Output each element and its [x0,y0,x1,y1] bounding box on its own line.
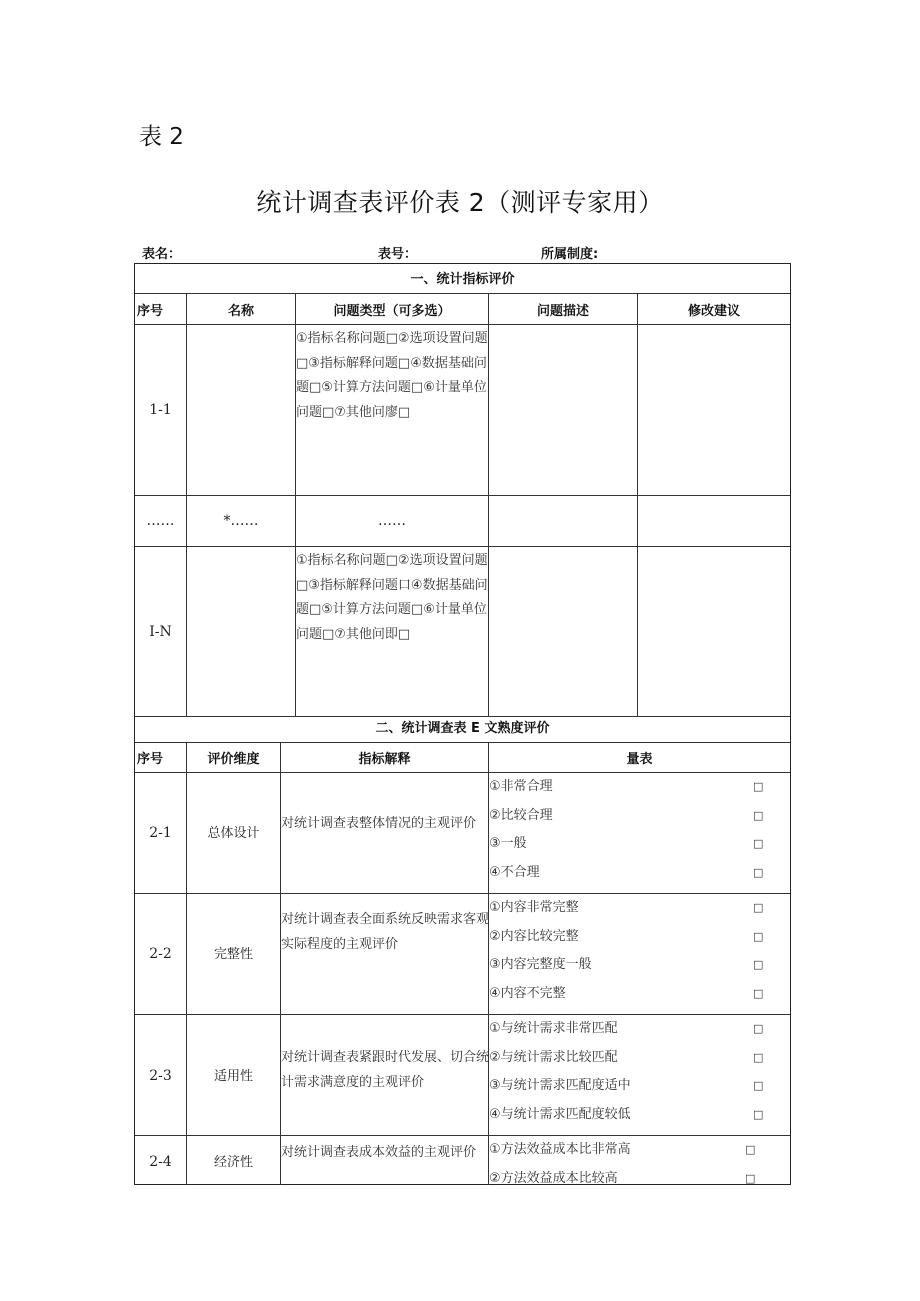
checkbox[interactable]: □ [753,986,764,1000]
scale-option[interactable] [489,923,789,952]
checkbox[interactable]: □ [753,958,764,971]
rating-scale [489,894,789,1014]
scale-option[interactable] [489,773,789,802]
section2-header-no: 序号 [137,752,164,767]
scale-option[interactable] [489,1072,789,1101]
scale-option[interactable] [489,1008,789,1014]
section1-title: 一、统计指标评价 [410,272,515,287]
page-label: 表 2 [139,124,184,150]
scale-option-label: ③一般 [489,836,527,851]
row-number: 2-2 [149,946,172,962]
scale-option[interactable] [489,1101,789,1130]
scale-option[interactable] [489,830,789,859]
evaluation-dimension: 总体设计 [207,826,260,841]
checkbox[interactable]: □ [753,1107,764,1121]
rating-scale [489,1136,789,1193]
section2-title: 二、统计调查表 E 文熟度评价 [375,721,550,736]
row-number: I-N [149,624,172,640]
section1-header-no: 序号 [137,304,164,319]
section1-header-advice: 修改建议 [687,304,740,319]
evaluation-dimension: 经济性 [213,1155,253,1170]
section1-header-desc: 问题描述 [536,304,589,319]
document-title: 统计调查表评价表 2（测评专家用） [256,188,664,217]
rule [280,742,281,1185]
row-number: 2-3 [149,1068,172,1084]
section2-header-explanation: 指标解释 [358,752,411,767]
row-number: 1-1 [149,402,172,418]
row-number: 2-4 [149,1154,172,1170]
checkbox[interactable]: □ [753,1079,764,1092]
evaluation-table [134,263,791,1185]
checkbox[interactable]: □ [753,865,764,879]
scale-option[interactable] [489,951,789,980]
scale-option-label: ②比较合理 [489,807,553,823]
problem-type-options: ①指标名称问题□②选项设置问题□③指标解释问题口④数据基础问题□⑤计算方法问题□⑥计量单位问题□⑦其他问即□ [296,553,488,642]
rule [135,293,790,294]
meta-table-name: 表名： [142,247,182,262]
scale-option-label: ②方法效益成本比较高 [489,1170,618,1186]
meta-table-no: 表号： [378,247,418,262]
indicator-explanation: 对统计调查表全面系统反映需求客观实际程度的主观评价 [281,912,490,952]
scale-option-label: ①方法效益成本比非常高 [489,1142,631,1157]
checkbox[interactable]: □ [753,780,764,793]
rule [135,546,790,547]
scale-option-label: ③与统计需求匹配度适中 [489,1078,631,1093]
checkbox[interactable]: □ [753,1022,764,1035]
scale-option-label: ①与统计需求非常匹配 [489,1021,618,1036]
indicator-name: *…… [223,513,259,529]
indicator-explanation: 对统计调查表成本效益的主观评价 [281,1145,477,1160]
rule [637,293,638,716]
scale-option-label: ①内容非常完整 [489,900,579,915]
scale-option-label: ②与统计需求比较匹配 [489,1049,618,1065]
scale-option[interactable] [489,894,789,923]
row-number: 2-1 [149,825,172,841]
scale-option-label: ④与统计需求匹配度较低 [489,1106,631,1122]
indicator-explanation: 对统计调查表紧跟时代发展、切合统计需求满意度的主观评价 [281,1050,490,1090]
rule [135,742,790,743]
checkbox[interactable]: □ [753,837,764,850]
scale-option[interactable] [489,1136,789,1165]
rating-scale [489,1015,789,1129]
rating-scale [489,773,789,887]
section1-header-type: 问题类型（可多选） [333,304,451,319]
checkbox[interactable]: □ [745,1143,756,1156]
indicator-explanation: 对统计调查表整体情况的主观评价 [281,816,477,831]
checkbox[interactable]: □ [753,901,764,914]
checkbox[interactable]: □ [753,1050,764,1064]
scale-option[interactable] [489,1165,789,1194]
rule [135,495,790,496]
scale-option-label: ②内容比较完整 [489,928,579,944]
scale-option[interactable] [489,1044,789,1073]
scale-option-label: ①非常合理 [489,779,553,794]
checkbox[interactable]: □ [753,929,764,943]
problem-type-options: ①指标名称问题□②选项设置问题□③指标解释问题□④数据基础问题□⑤计算方法问题□⑥计量单位问题□⑦其他问廖□ [296,331,488,420]
rule [186,293,187,716]
meta-system: 所属制度: [541,247,599,262]
problem-type-options: …… [378,513,406,529]
evaluation-dimension: 完整性 [213,947,253,962]
scale-option[interactable] [489,802,789,831]
scale-option[interactable] [489,859,789,888]
evaluation-dimension: 适用性 [213,1069,253,1084]
checkbox[interactable] [753,1008,763,1014]
scale-option-label: ③内容完整度一般 [489,957,592,972]
section1-header-name: 名称 [227,304,254,319]
scale-option-label: ④内容不完整 [489,985,566,1001]
scale-option[interactable] [489,980,789,1009]
scale-option[interactable] [489,1015,789,1044]
section2-header-dimension: 评价维度 [207,752,260,767]
checkbox[interactable]: □ [753,808,764,822]
scale-option-label: ④不合理 [489,864,540,880]
rule [135,324,790,325]
section2-header-scale: 量表 [626,752,653,767]
checkbox[interactable]: □ [745,1171,756,1185]
row-number: …… [146,513,175,529]
